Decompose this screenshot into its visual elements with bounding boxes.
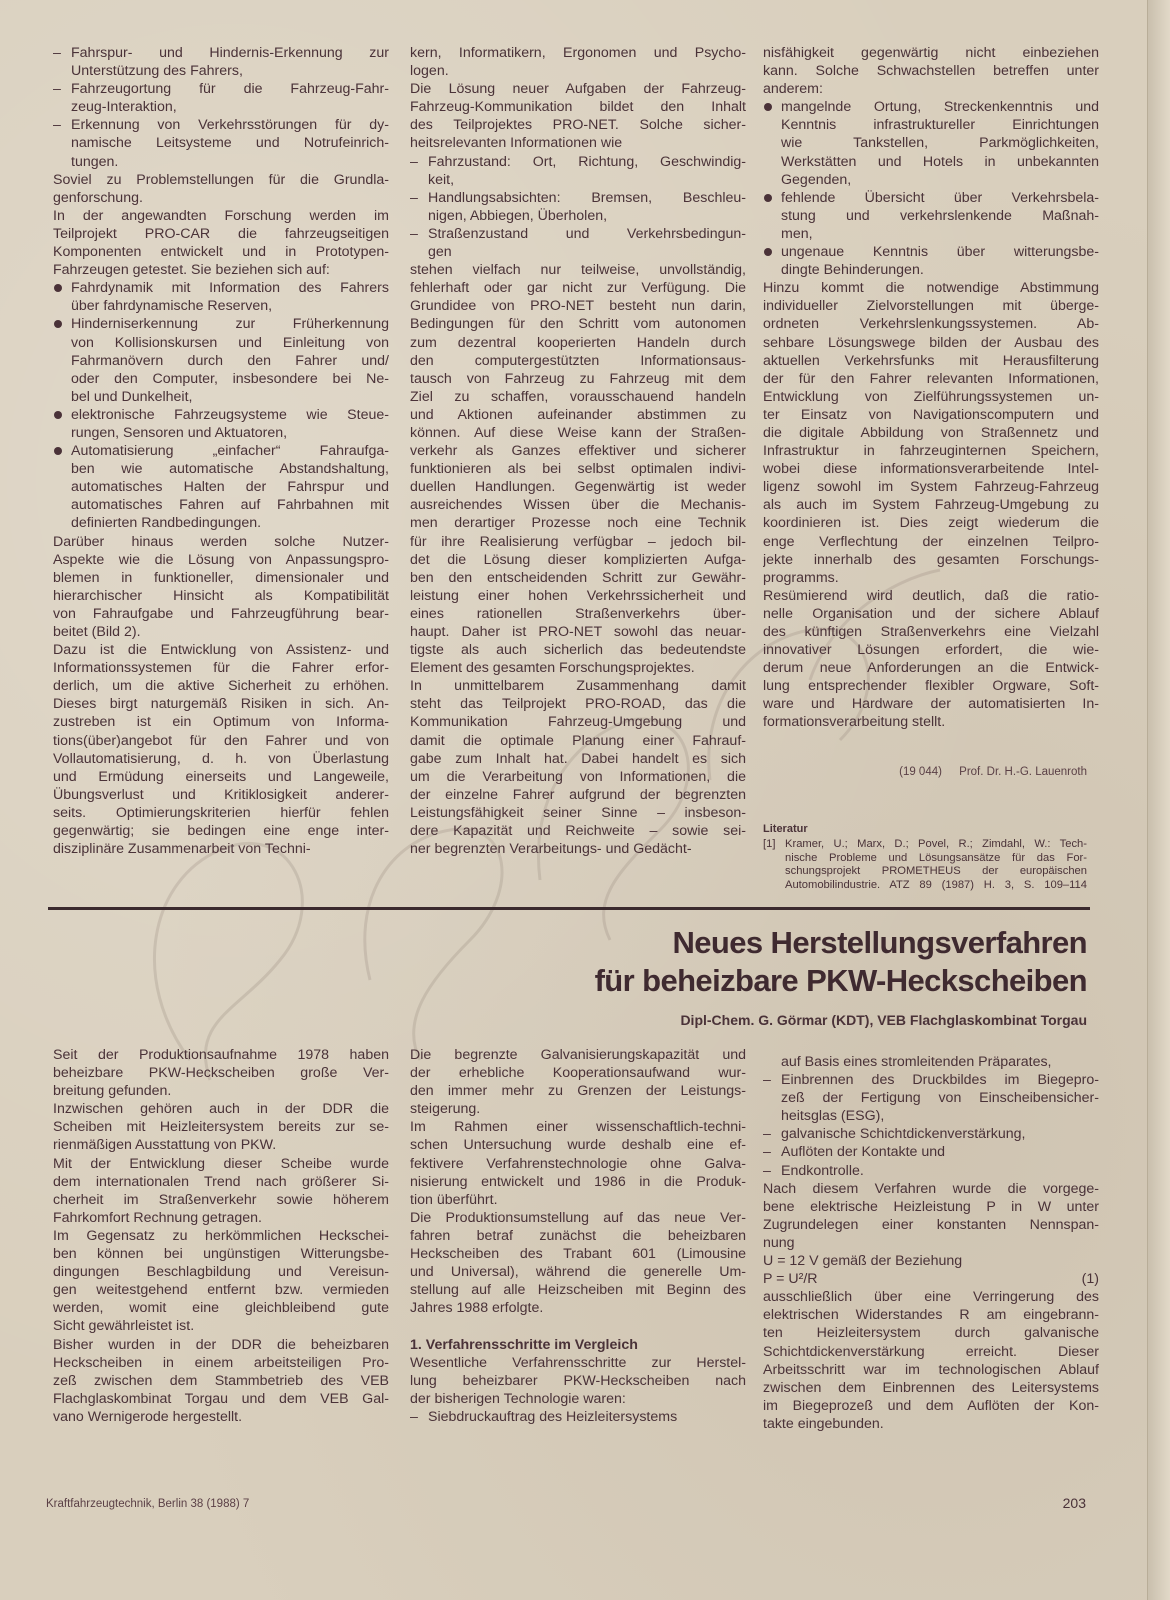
bullet-item-line bbox=[763, 189, 1099, 207]
paragraph-line: Heckscheiben des Trabant 601 (Limousine bbox=[410, 1246, 746, 1263]
dash-item-line: zeug-Interaktion, bbox=[71, 99, 177, 116]
paragraph-line: wobei diese informationsverarbeitende Intel- bbox=[763, 461, 1099, 478]
paragraph-line: cherheit im Straßenverkehr sowie höherem bbox=[53, 1191, 389, 1208]
paragraph-line: Resümierend wird deutlich, daß die ratio- bbox=[763, 587, 1099, 604]
paragraph-line: des künftigen Straßenverkehrs eine Vielzahl bbox=[763, 624, 1099, 640]
paragraph-line: Übungsverlust und Kritiklosigkeit anderer- bbox=[53, 786, 389, 803]
paragraph-line: dere Kapazität und Reichweite – sowie sei- bbox=[410, 823, 746, 840]
list-item-text: ungenaue Kenntnis über witterungsbe- bbox=[781, 244, 1099, 261]
reference-line: nische Probleme und Lösungsansätze für das For- bbox=[785, 851, 1087, 864]
paragraph-line: tausch von Fahrzeug zu Fahrzeug mit dem bbox=[410, 370, 746, 387]
dash-item-line: tungen. bbox=[71, 153, 119, 170]
paragraph-line: enge Verflechtung der einzelnen Teilpro- bbox=[763, 533, 1099, 550]
dash-item-line bbox=[763, 1143, 1099, 1161]
paragraph-line: Infrastruktur in fahrzeuginternen Speichern, bbox=[763, 443, 1099, 460]
dash-icon: – bbox=[763, 1072, 771, 1089]
paragraph-line: beheizbare PKW-Heckscheiben große Ver- bbox=[53, 1065, 389, 1082]
paragraph-line: Element des gesamten Forschungsprojektes. bbox=[410, 660, 695, 677]
paragraph-line: tigste als auch sicherlich das bedeutendste bbox=[410, 642, 746, 659]
paragraph-line: und Aktionen aufeinander abstimmen zu bbox=[410, 406, 746, 423]
bullet-item-line bbox=[763, 243, 1099, 261]
article1-column-2 bbox=[410, 44, 746, 858]
dash-icon: – bbox=[410, 153, 418, 170]
paragraph-line: die digitale Abbildung von Straßennetz und bbox=[763, 424, 1099, 441]
reference-number: [1] bbox=[763, 838, 776, 850]
dash-item-line: heitsglas (ESG), bbox=[781, 1108, 885, 1125]
bullet-item-line: definierten Randbedingungen. bbox=[71, 515, 262, 532]
paragraph-line: Entwicklung von Zielführungssystemen un- bbox=[763, 388, 1099, 405]
paragraph-line: für ihre Realisierung verfügbar – jedoch bil- bbox=[410, 533, 746, 550]
bullet-item-line: stung und verkehrslenkende Maßnah- bbox=[781, 207, 1099, 224]
paragraph-line: Die begrenzte Galvanisierungskapazität und bbox=[410, 1047, 746, 1063]
literature-entry bbox=[763, 838, 1087, 892]
dash-item-line: namische Leitsysteme und Notrufeinrich- bbox=[71, 135, 389, 152]
dash-icon: – bbox=[410, 225, 418, 242]
paragraph-line: Hinzu kommt die notwendige Abstimmung bbox=[763, 280, 1099, 297]
paragraph-line: bene elektrische Heizleistung P in W unter bbox=[763, 1198, 1099, 1215]
paragraph-line: Inzwischen gehören auch in der DDR die bbox=[53, 1101, 389, 1118]
dash-icon: – bbox=[763, 1126, 771, 1143]
paragraph-line: steigerung. bbox=[410, 1101, 481, 1118]
paragraph-line: derum neue Anforderungen an die Entwick- bbox=[763, 660, 1099, 677]
list-item-text: fehlende Übersicht über Verkehrsbela- bbox=[781, 189, 1099, 206]
paragraph-line: nisierung entwickelt und 1986 in die Produk- bbox=[410, 1173, 746, 1190]
paragraph-line: Teilprojekt PRO-CAR die fahrzeugseitigen bbox=[53, 225, 389, 242]
paragraph-line: ner begrenzten Verarbeitungs- und Gedächt- bbox=[410, 841, 692, 858]
paragraph-line: breitung gefunden. bbox=[53, 1083, 172, 1100]
dash-icon: – bbox=[53, 81, 61, 98]
bullet-icon bbox=[54, 284, 62, 292]
bullet-item-line: rungen, Sensoren und Aktuatoren, bbox=[71, 424, 288, 441]
reference-line: Kramer, U.; Marx, D.; Povel, R.; Zimdahl, W.: Tech- bbox=[785, 838, 1087, 850]
dash-icon: – bbox=[410, 189, 418, 206]
paragraph-line: Fahrkomfort Rechnung getragen. bbox=[53, 1209, 262, 1226]
bullet-item-line: oder den Computer, insbesondere bei Ne- bbox=[71, 370, 389, 387]
paragraph-line: rienmäßigen Ausstattung von PKW. bbox=[53, 1137, 277, 1154]
paragraph-line: zustreben ist ein Optimum von Informa- bbox=[53, 714, 389, 731]
paragraph-line: gegenwärtig; sie bedingen eine enge inter- bbox=[53, 823, 389, 840]
bullet-item-line bbox=[53, 279, 389, 297]
paragraph-line: fektivere Verfahrenstechnologie ohne Galva- bbox=[410, 1155, 746, 1172]
bullet-item-line bbox=[53, 442, 389, 460]
paragraph-line: beitet (Bild 2). bbox=[53, 624, 141, 640]
paragraph-line: gen weitestgehend entfernt bzw. vermieden bbox=[53, 1282, 389, 1299]
paragraph-line: zwischen dem Einbrennen des Leitersystems bbox=[763, 1379, 1099, 1396]
bullet-item-line bbox=[763, 98, 1099, 116]
article1-column-1 bbox=[53, 44, 389, 858]
paragraph-line: der bisherigen Technologie waren: bbox=[410, 1390, 626, 1407]
bullet-item-line: Gegenden, bbox=[781, 171, 852, 188]
paragraph-line: U = 12 V gemäß der Beziehung bbox=[763, 1253, 963, 1270]
paragraph-line: Fahrzeug-Kommunikation bildet den Inhalt bbox=[410, 99, 746, 116]
paragraph-line: von Fahraufgabe und Fahrzeugführung bear- bbox=[53, 605, 389, 622]
bullet-item-line: automatisches Halten der Fahrspur und bbox=[71, 479, 389, 496]
paragraph-line: In der angewandten Forschung werden im bbox=[53, 207, 389, 224]
paragraph-line: takte eingebunden. bbox=[763, 1415, 884, 1432]
paragraph-line: seits. Optimierungskriterien hierfür fehlen bbox=[53, 804, 389, 821]
dash-item-line bbox=[53, 80, 389, 98]
paragraph-line: ware und Hardware der automatisierten In- bbox=[763, 696, 1099, 713]
paragraph-line: ausreichendes Wissen über die Mechanis- bbox=[410, 497, 746, 514]
dash-item-line: keit, bbox=[428, 171, 455, 188]
title-line: Neues Herstellungsverfahren bbox=[672, 925, 1087, 960]
list-item-text: Fahrzeugortung für die Fahrzeug-Fahr- bbox=[71, 81, 389, 98]
paragraph-line: anderem: bbox=[763, 81, 823, 98]
paragraph-line: Seit der Produktionsaufnahme 1978 haben bbox=[53, 1047, 389, 1063]
article2-title bbox=[595, 924, 1087, 1000]
paragraph-line: Sicht gewährleistet ist. bbox=[53, 1318, 195, 1335]
paragraph-line: nung bbox=[763, 1234, 795, 1251]
paragraph-line: genforschung. bbox=[53, 189, 143, 206]
dash-item-line bbox=[53, 116, 389, 134]
paragraph-line: Dieses birgt naturgemäß Risiken in sich. An- bbox=[53, 696, 389, 713]
dash-item-line bbox=[763, 1125, 1099, 1143]
paragraph-line: Im Gegensatz zu herkömmlichen Heckschei- bbox=[53, 1227, 389, 1244]
article2-column-1 bbox=[53, 1046, 389, 1426]
paragraph-line: aktuellen Verkehrsfunks mit Herausfilterung bbox=[763, 352, 1099, 369]
paragraph-line: kann. Solche Schwachstellen betreffen unter bbox=[763, 63, 1099, 80]
paragraph-line: Dazu ist die Entwicklung von Assistenz- und bbox=[53, 642, 389, 659]
dash-item-line bbox=[410, 225, 746, 243]
article2-column-3 bbox=[763, 1053, 1099, 1433]
paragraph-line: duellen Handlungen. Gegenwärtig ist weder bbox=[410, 479, 746, 496]
list-item-text: Einbrennen des Druckbildes im Biegepro- bbox=[781, 1072, 1099, 1089]
dash-item-line bbox=[763, 1162, 1099, 1180]
paragraph-line: der erhebliche Kooperationsaufwand wur- bbox=[410, 1065, 746, 1082]
dash-icon: – bbox=[763, 1144, 771, 1161]
list-item-text: galvanische Schichtdickenverstärkung, bbox=[781, 1126, 1026, 1143]
paragraph-line: innovativer Lösungen erfordert, die wie- bbox=[763, 642, 1099, 659]
bullet-item-line bbox=[53, 315, 389, 333]
paragraph-line: Schichtdickenverstärkung erreicht. Dieser bbox=[763, 1343, 1099, 1360]
bullet-item-line: Kenntnis infrastruktureller Einrichtungen bbox=[781, 117, 1099, 134]
paragraph-line: dem internationalen Trend nach größerer Si- bbox=[53, 1173, 389, 1190]
paragraph-line: stehen vielfach nur teilweise, unvollständig, bbox=[410, 262, 746, 279]
dash-icon: – bbox=[53, 117, 61, 134]
paragraph-line: eines rationellen Straßenverkehrs über- bbox=[410, 605, 746, 622]
paragraph-line: Flachglaskombinat Torgau und dem VEB Gal- bbox=[53, 1390, 389, 1407]
paragraph-line: werden, womit eine gleichbleibend gute bbox=[53, 1300, 389, 1317]
article-code: (19 044) bbox=[899, 766, 942, 778]
paragraph-line: Soviel zu Problemstellungen für die Grundla- bbox=[53, 171, 389, 188]
reference-entry bbox=[763, 838, 1087, 892]
bullet-item-line: von Kollisionskursen und Einleitung von bbox=[71, 334, 389, 351]
paragraph-line: Leistungsfähigkeit seiner Sinne – insbeson- bbox=[410, 804, 746, 821]
paragraph-line: fehlerhaft oder gar nicht zur Verfügung. Die bbox=[410, 280, 746, 297]
paragraph-line: kern, Informatikern, Ergonomen und Psycho- bbox=[410, 45, 746, 61]
list-item-text: mangelnde Ortung, Streckenkenntnis und bbox=[781, 99, 1099, 116]
reference-line: Automobilindustrie. ATZ 89 (1987) H. 3, S. 109–114 bbox=[785, 878, 1087, 891]
paragraph-line: Fahrzeugen getestet. Sie beziehen sich auf: bbox=[53, 262, 330, 279]
dash-item-line bbox=[53, 44, 389, 62]
paragraph-line: Nach diesem Verfahren wurde die vorgege- bbox=[763, 1180, 1099, 1197]
bullet-item-line: ben wie automatische Abstandshaltung, bbox=[71, 461, 389, 478]
continued-item-line: auf Basis eines stromleitenden Präparates, bbox=[781, 1054, 1052, 1070]
paragraph-line: elektrischen Widerstandes R am eingebrann- bbox=[763, 1307, 1099, 1324]
dash-icon: – bbox=[410, 1408, 418, 1425]
bullet-item-line: wie Tankstellen, Parkmöglichkeiten, bbox=[781, 135, 1099, 152]
paragraph-line: heitsrelevanten Informationen wie bbox=[410, 135, 623, 152]
paragraph-line: zum dezentral kooperierten Handeln durch bbox=[410, 334, 746, 351]
list-item-text: Fahrdynamik mit Information des Fahrers bbox=[71, 280, 389, 297]
paragraph-line: Zugrundelegen einer konstanten Nennspan- bbox=[763, 1216, 1099, 1233]
paragraph-line: Die Lösung neuer Aufgaben der Fahrzeug- bbox=[410, 81, 746, 98]
section-divider bbox=[48, 907, 1090, 910]
list-item-text: elektronische Fahrzeugsysteme wie Steue- bbox=[71, 406, 389, 423]
paragraph-line: lung entsprechender flexibler Orgware, Soft- bbox=[763, 678, 1099, 695]
paragraph-line: derlich, um die aktive Sicherheit zu erhöhen. bbox=[53, 678, 389, 695]
paragraph-line: In unmittelbarem Zusammenhang damit bbox=[410, 678, 746, 695]
dash-item-line: zeß der Fertigung von Einscheibensicher- bbox=[781, 1090, 1099, 1107]
paragraph-line: Ziel zu schaffen, vorausschauend handeln bbox=[410, 388, 746, 405]
bullet-item-line: dingte Behinderungen. bbox=[781, 262, 924, 279]
journal-citation: Kraftfahrzeugtechnik, Berlin 38 (1988) 7 bbox=[46, 1498, 250, 1510]
dash-item-line: Unterstützung des Fahrers, bbox=[71, 63, 243, 80]
paragraph-line: individueller Zielvorstellungen mit überge- bbox=[763, 298, 1099, 315]
paragraph-line: ter Einsatz von Navigationscomputern und bbox=[763, 406, 1099, 423]
paragraph-line: stellung auf alle Heizscheiben mit Beginn des bbox=[410, 1282, 746, 1299]
dash-item-line bbox=[410, 1408, 746, 1426]
paragraph-line: jekte innerhalb des gesamten Forschungs- bbox=[763, 551, 1099, 568]
paragraph-line: Die Produktionsumstellung auf das neue Ver- bbox=[410, 1209, 746, 1226]
paragraph-line: steht das Teilprojekt PRO-ROAD, das die bbox=[410, 696, 746, 713]
paragraph-line: ligenz sowohl im System Fahrzeug-Fahrzeug bbox=[763, 479, 1099, 496]
paragraph-line: der für den Fahrer relevanten Informationen, bbox=[763, 370, 1099, 387]
author-name: Prof. Dr. H.-G. Lauenroth bbox=[959, 766, 1087, 778]
bullet-icon bbox=[764, 248, 772, 256]
paragraph-line: Komponenten entwickelt und in Prototypen- bbox=[53, 244, 389, 261]
article2-column-2 bbox=[410, 1046, 746, 1426]
equation-number: (1) bbox=[1081, 1271, 1099, 1288]
paragraph-line: Scheiben mit Heizleitersystem bereits zur se- bbox=[53, 1119, 389, 1136]
bullet-icon bbox=[764, 194, 772, 202]
list-item-text: Fahrspur- und Hindernis-Erkennung zur bbox=[71, 45, 389, 61]
bullet-item-line: über fahrdynamische Reserven, bbox=[71, 298, 273, 315]
paragraph-line: fahren betraf zunächst die beheizbaren bbox=[410, 1227, 746, 1244]
list-item-text: Fahrzustand: Ort, Richtung, Geschwindig- bbox=[428, 153, 746, 170]
paragraph-line: formationsverarbeitung stellt. bbox=[763, 714, 946, 731]
dash-item-line bbox=[763, 1071, 1099, 1089]
bullet-item-line: Werkstätten und Hotels in unbekannten bbox=[781, 153, 1099, 170]
paragraph-line: als auch im System Fahrzeug-Umgebung zu bbox=[763, 497, 1099, 514]
paragraph-line: vano Wernigerode hergestellt. bbox=[53, 1408, 243, 1425]
paragraph-line: des Teilprojektes PRO-NET. Solche sicher- bbox=[410, 117, 746, 134]
reference-line: schungsprojekt PROMETHEUS der europäischen bbox=[785, 865, 1087, 878]
paragraph-line: Wesentliche Verfahrensschritte zur Herstel- bbox=[410, 1354, 746, 1371]
paragraph-line: um die Verarbeitung von Informationen, die bbox=[410, 768, 746, 785]
dash-item-line bbox=[410, 189, 746, 207]
paragraph-line: Kommunikation Fahrzeug-Umgebung und bbox=[410, 714, 746, 731]
paragraph-line: tion überführt. bbox=[410, 1191, 498, 1208]
section-heading: 1. Verfahrensschritte im Vergleich bbox=[410, 1336, 638, 1353]
paragraph-line: den immer mehr zu Grenzen der Leistungs- bbox=[410, 1083, 746, 1100]
paragraph-line: damit die optimale Planung einer Fahrauf- bbox=[410, 732, 746, 749]
equation bbox=[763, 1270, 1099, 1288]
paragraph-line: zeß zwischen dem Stammbetrieb des VEB bbox=[53, 1372, 389, 1389]
paragraph-line: logen. bbox=[410, 63, 449, 80]
paragraph-line: Bedingungen für den Schritt vom autonomen bbox=[410, 316, 746, 333]
paragraph-line: ben den entscheidenden Schritt zur Gewähr- bbox=[410, 569, 746, 586]
paragraph-line: haupt. Daher ist PRO-NET sowohl das neuar- bbox=[410, 624, 746, 640]
bullet-item-line: Fahrmanövern durch den Fahrer und/ bbox=[71, 352, 389, 369]
dash-icon: – bbox=[53, 45, 61, 61]
paragraph-line: den computergestützten Informationsaus- bbox=[410, 352, 746, 369]
paragraph-line: Aspekte wie die Lösung von Anpassungspro- bbox=[53, 551, 389, 568]
paragraph-line: tions(über)angebot für den Fahrer und von bbox=[53, 732, 389, 749]
list-item-text: Erkennung von Verkehrsstörungen für dy- bbox=[71, 117, 389, 134]
paragraph-line: Vollautomatisierung, d. h. von Überlastung bbox=[53, 750, 389, 767]
page-number: 203 bbox=[1062, 1495, 1086, 1511]
dash-icon: – bbox=[763, 1162, 771, 1179]
spacer bbox=[410, 1317, 746, 1335]
paragraph-line: Darüber hinaus werden solche Nutzer- bbox=[53, 533, 389, 550]
paragraph-line: nelle Organisation und der sichere Ablauf bbox=[763, 605, 1099, 622]
paragraph-line: lung beheizbarer PKW-Heckscheiben nach bbox=[410, 1372, 746, 1389]
bullet-item-line bbox=[53, 406, 389, 424]
paragraph-line: schen Untersuchung wurde deshalb eine ef- bbox=[410, 1137, 746, 1154]
paragraph-line: Arbeitsschritt war im technologischen Ablauf bbox=[763, 1361, 1099, 1378]
paragraph-line: ten Heizleitersystem durch galvanische bbox=[763, 1325, 1099, 1342]
paragraph-line: Mit der Entwicklung dieser Scheibe wurde bbox=[53, 1155, 389, 1172]
paragraph-line: blemen in funktioneller, dimensionaler und bbox=[53, 569, 389, 586]
paragraph-line: gabe zum Inhalt hat. Dabei handelt es sich bbox=[410, 750, 746, 767]
paragraph-line: ben können bei ungünstigen Witterungsbe- bbox=[53, 1246, 389, 1263]
paragraph-line: dingungen Beschlagbildung und Vereisun- bbox=[53, 1264, 389, 1281]
paragraph-line: men derartiger Prozesse noch eine Technik bbox=[410, 515, 746, 532]
paragraph-line: ausschließlich über eine Verringerung des bbox=[763, 1289, 1099, 1306]
bullet-icon bbox=[54, 320, 62, 328]
list-item-text: Automatisierung „einfacher“ Fahraufga- bbox=[71, 443, 389, 460]
list-item-text: Siebdruckauftrag des Heizleitersystems bbox=[428, 1408, 678, 1425]
literature-heading: Literatur bbox=[763, 823, 808, 835]
paragraph-line: Grundidee von PRO-NET besteht nun darin, bbox=[410, 298, 746, 315]
bullet-icon bbox=[764, 103, 772, 111]
article1-column-3 bbox=[763, 44, 1099, 732]
paragraph-line: disziplinäre Zusammenarbeit von Techni- bbox=[53, 841, 311, 858]
paragraph-line: ordneten Verkehrslenkungssystemen. Ab- bbox=[763, 316, 1099, 333]
dash-item-line: nigen, Abbiegen, Überholen, bbox=[428, 207, 608, 224]
page-edge bbox=[1147, 0, 1170, 1600]
equation-formula: P = U²/R bbox=[763, 1271, 818, 1288]
paragraph-line: sehbare Lösungswege bilden der Ausbau des bbox=[763, 334, 1099, 351]
paragraph-line: nisfähigkeit gegenwärtig nicht einbeziehen bbox=[763, 45, 1099, 61]
paragraph-line: verkehr als Ganzes effektiver und sicherer bbox=[410, 443, 746, 460]
bullet-icon bbox=[54, 411, 62, 419]
paragraph-line: programms. bbox=[763, 569, 839, 586]
paragraph-line: hierarchischer Hinsicht als Kompatibilität bbox=[53, 587, 389, 604]
paragraph-line: det die Lösung dieser komplizierten Aufga- bbox=[410, 551, 746, 568]
article1-signature bbox=[763, 766, 1087, 778]
list-item-text: Hinderniserkennung zur Früherkennung bbox=[71, 316, 389, 333]
list-item-text: Straßenzustand und Verkehrsbedingun- bbox=[428, 225, 746, 242]
title-line: für beheizbare PKW-Heckscheiben bbox=[594, 963, 1087, 998]
dash-item-line: gen bbox=[428, 244, 452, 261]
paragraph-line: der einzelne Fahrer aufgrund der begrenzten bbox=[410, 786, 746, 803]
paragraph-line: und Ermüdung einerseits und Langeweile, bbox=[53, 768, 389, 785]
list-item-text: Handlungsabsichten: Bremsen, Beschleu- bbox=[428, 189, 746, 206]
paragraph-line: Im Rahmen einer wissenschaftlich-techni- bbox=[410, 1119, 746, 1136]
paragraph-line: können. Auf diese Weise kann der Straßen- bbox=[410, 424, 746, 441]
paragraph-line: im Biegeprozeß und dem Auflöten der Kon- bbox=[763, 1397, 1099, 1414]
paragraph-line: funktionieren als bei selbst optimalen indivi- bbox=[410, 461, 746, 478]
paragraph-line: Informationssystemen für die Fahrer erfor- bbox=[53, 660, 389, 677]
dash-item-line bbox=[410, 153, 746, 171]
paragraph-line: Heckscheiben in einem arbeitsteiligen Pro- bbox=[53, 1354, 389, 1371]
bullet-item-line: bel und Dunkelheit, bbox=[71, 388, 193, 405]
bullet-item-line: automatisches Fahren auf Fahrbahnen mit bbox=[71, 497, 389, 514]
list-item-text: Endkontrolle. bbox=[781, 1162, 864, 1179]
paragraph-line: Bisher wurden in der DDR die beheizbaren bbox=[53, 1336, 389, 1353]
list-item-text: Auflöten der Kontakte und bbox=[781, 1144, 946, 1161]
paragraph-line: leistung einer hohen Verkehrssicherheit und bbox=[410, 587, 746, 604]
bullet-icon bbox=[54, 447, 62, 455]
bullet-item-line: men, bbox=[781, 225, 813, 242]
paragraph-line: und Universal), während die generelle Um- bbox=[410, 1264, 746, 1281]
paragraph-line: koordinieren ist. Dies zeigt wiederum die bbox=[763, 515, 1099, 532]
paragraph-line: Jahres 1988 erfolgte. bbox=[410, 1300, 544, 1317]
article2-author: Dipl-Chem. G. Görmar (KDT), VEB Flachglaskombinat Torgau bbox=[680, 1012, 1087, 1028]
